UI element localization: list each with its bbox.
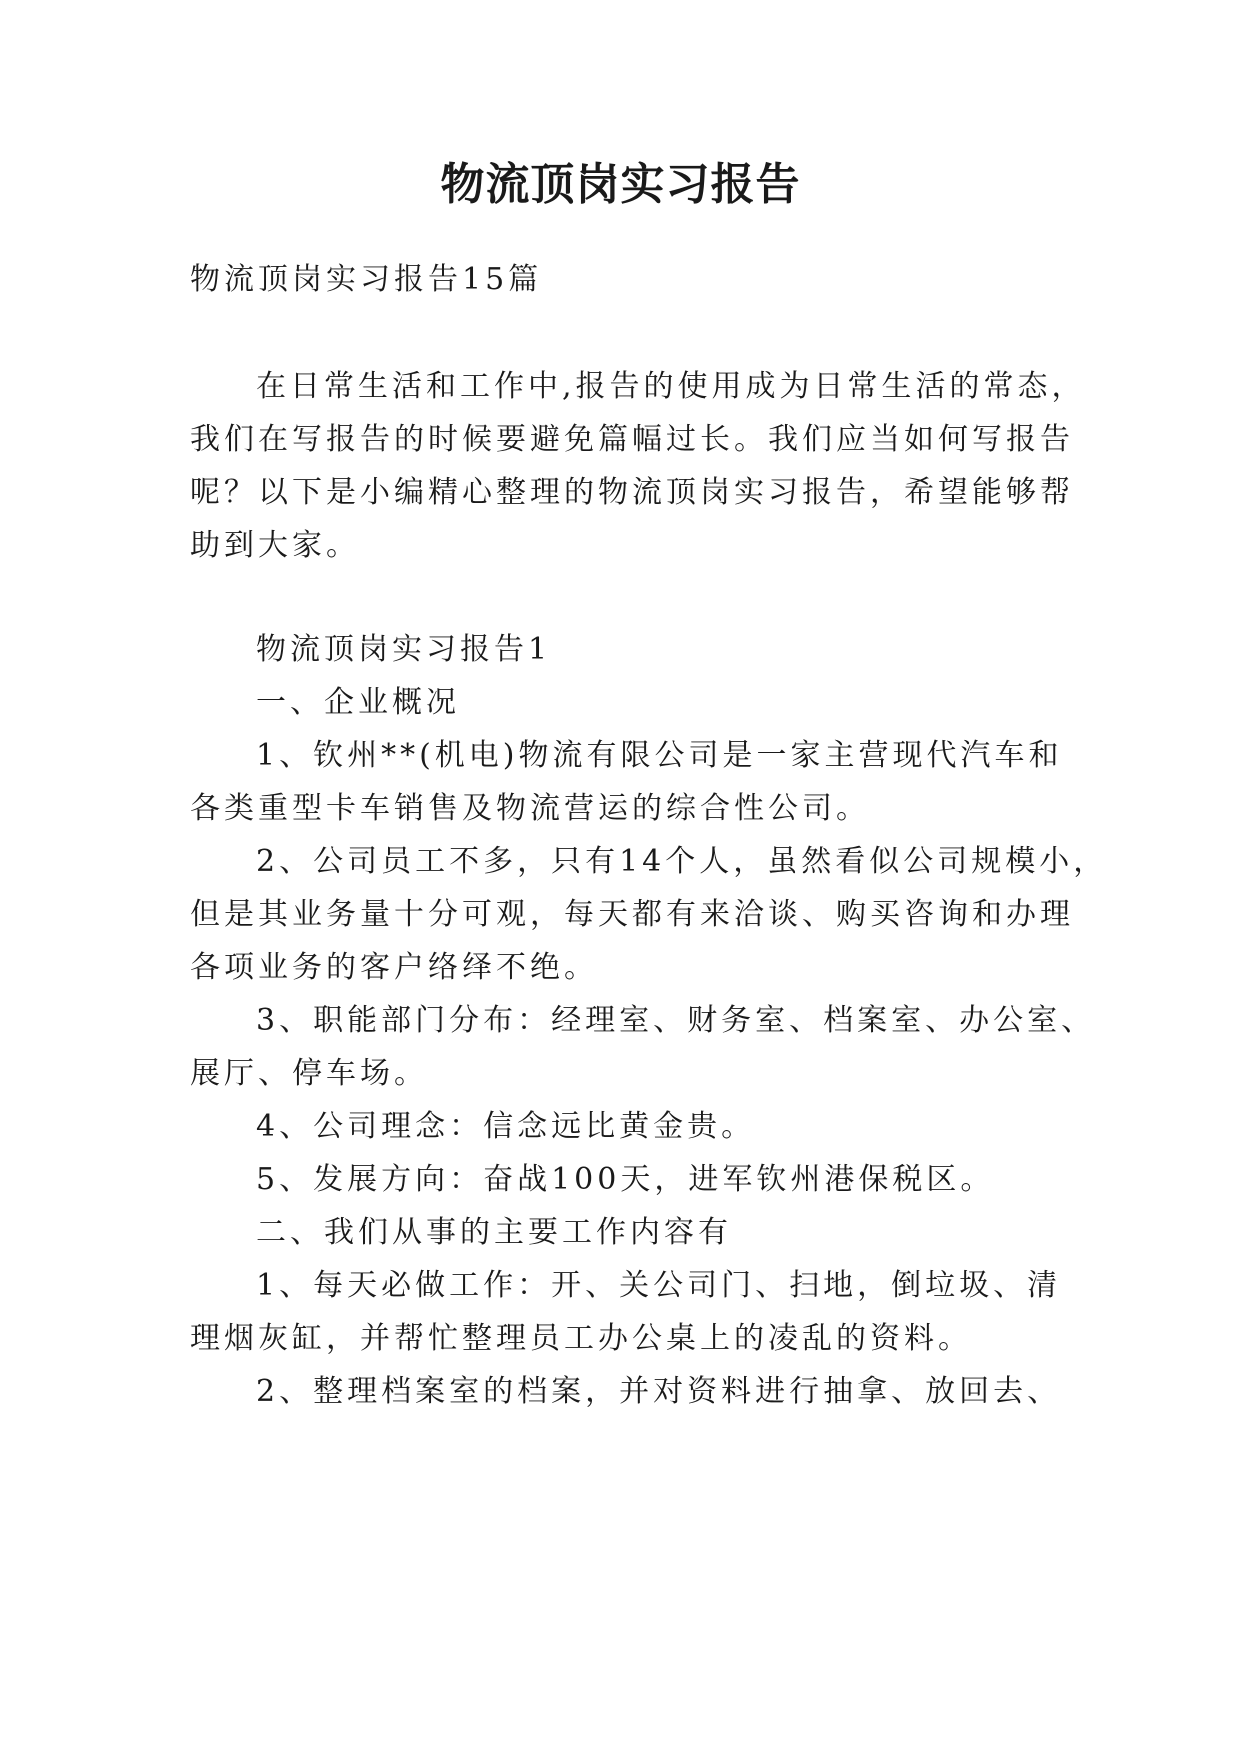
paragraph-line: 展厅、停车场。 [190, 1056, 428, 1091]
paragraph-line: 各项业务的客户络绎不绝。 [190, 950, 598, 985]
intro-line: 我们在写报告的时候要避免篇幅过长。我们应当如何写报告 [190, 422, 1074, 457]
paragraph-line: 各类重型卡车销售及物流营运的综合性公司。 [190, 791, 870, 826]
paragraph-line: 4、公司理念：信念远比黄金贵。 [256, 1109, 756, 1144]
section-title: 物流顶岗实习报告1 [256, 632, 552, 667]
heading-enterprise-overview: 一、企业概况 [256, 685, 460, 720]
paragraph-line: 2、整理档案室的档案，并对资料进行抽拿、放回去、 [256, 1374, 1062, 1409]
paragraph-line: 2、公司员工不多，只有14个人，虽然看似公司规模小， [256, 844, 1108, 879]
paragraph-line: 1、钦州**(机电)物流有限公司是一家主营现代汽车和 [256, 738, 1063, 773]
heading-main-work: 二、我们从事的主要工作内容有 [256, 1215, 732, 1250]
document-title: 物流顶岗实习报告 [440, 159, 801, 210]
intro-line: 在日常生活和工作中,报告的使用成为日常生活的常态， [256, 369, 1086, 404]
paragraph-line: 1、每天必做工作：开、关公司门、扫地，倒垃圾、清 [256, 1268, 1062, 1303]
document-subtitle: 物流顶岗实习报告15篇 [190, 262, 543, 297]
paragraph-line: 理烟灰缸，并帮忙整理员工办公桌上的凌乱的资料。 [190, 1321, 972, 1356]
intro-line: 助到大家。 [190, 528, 360, 563]
paragraph-line: 3、职能部门分布：经理室、财务室、档案室、办公室、 [256, 1003, 1096, 1038]
paragraph-line: 但是其业务量十分可观，每天都有来洽谈、购买咨询和办理 [190, 897, 1074, 932]
intro-line: 呢？以下是小编精心整理的物流顶岗实习报告，希望能够帮 [190, 475, 1074, 510]
paragraph-line: 5、发展方向：奋战100天，进军钦州港保税区。 [256, 1162, 995, 1197]
